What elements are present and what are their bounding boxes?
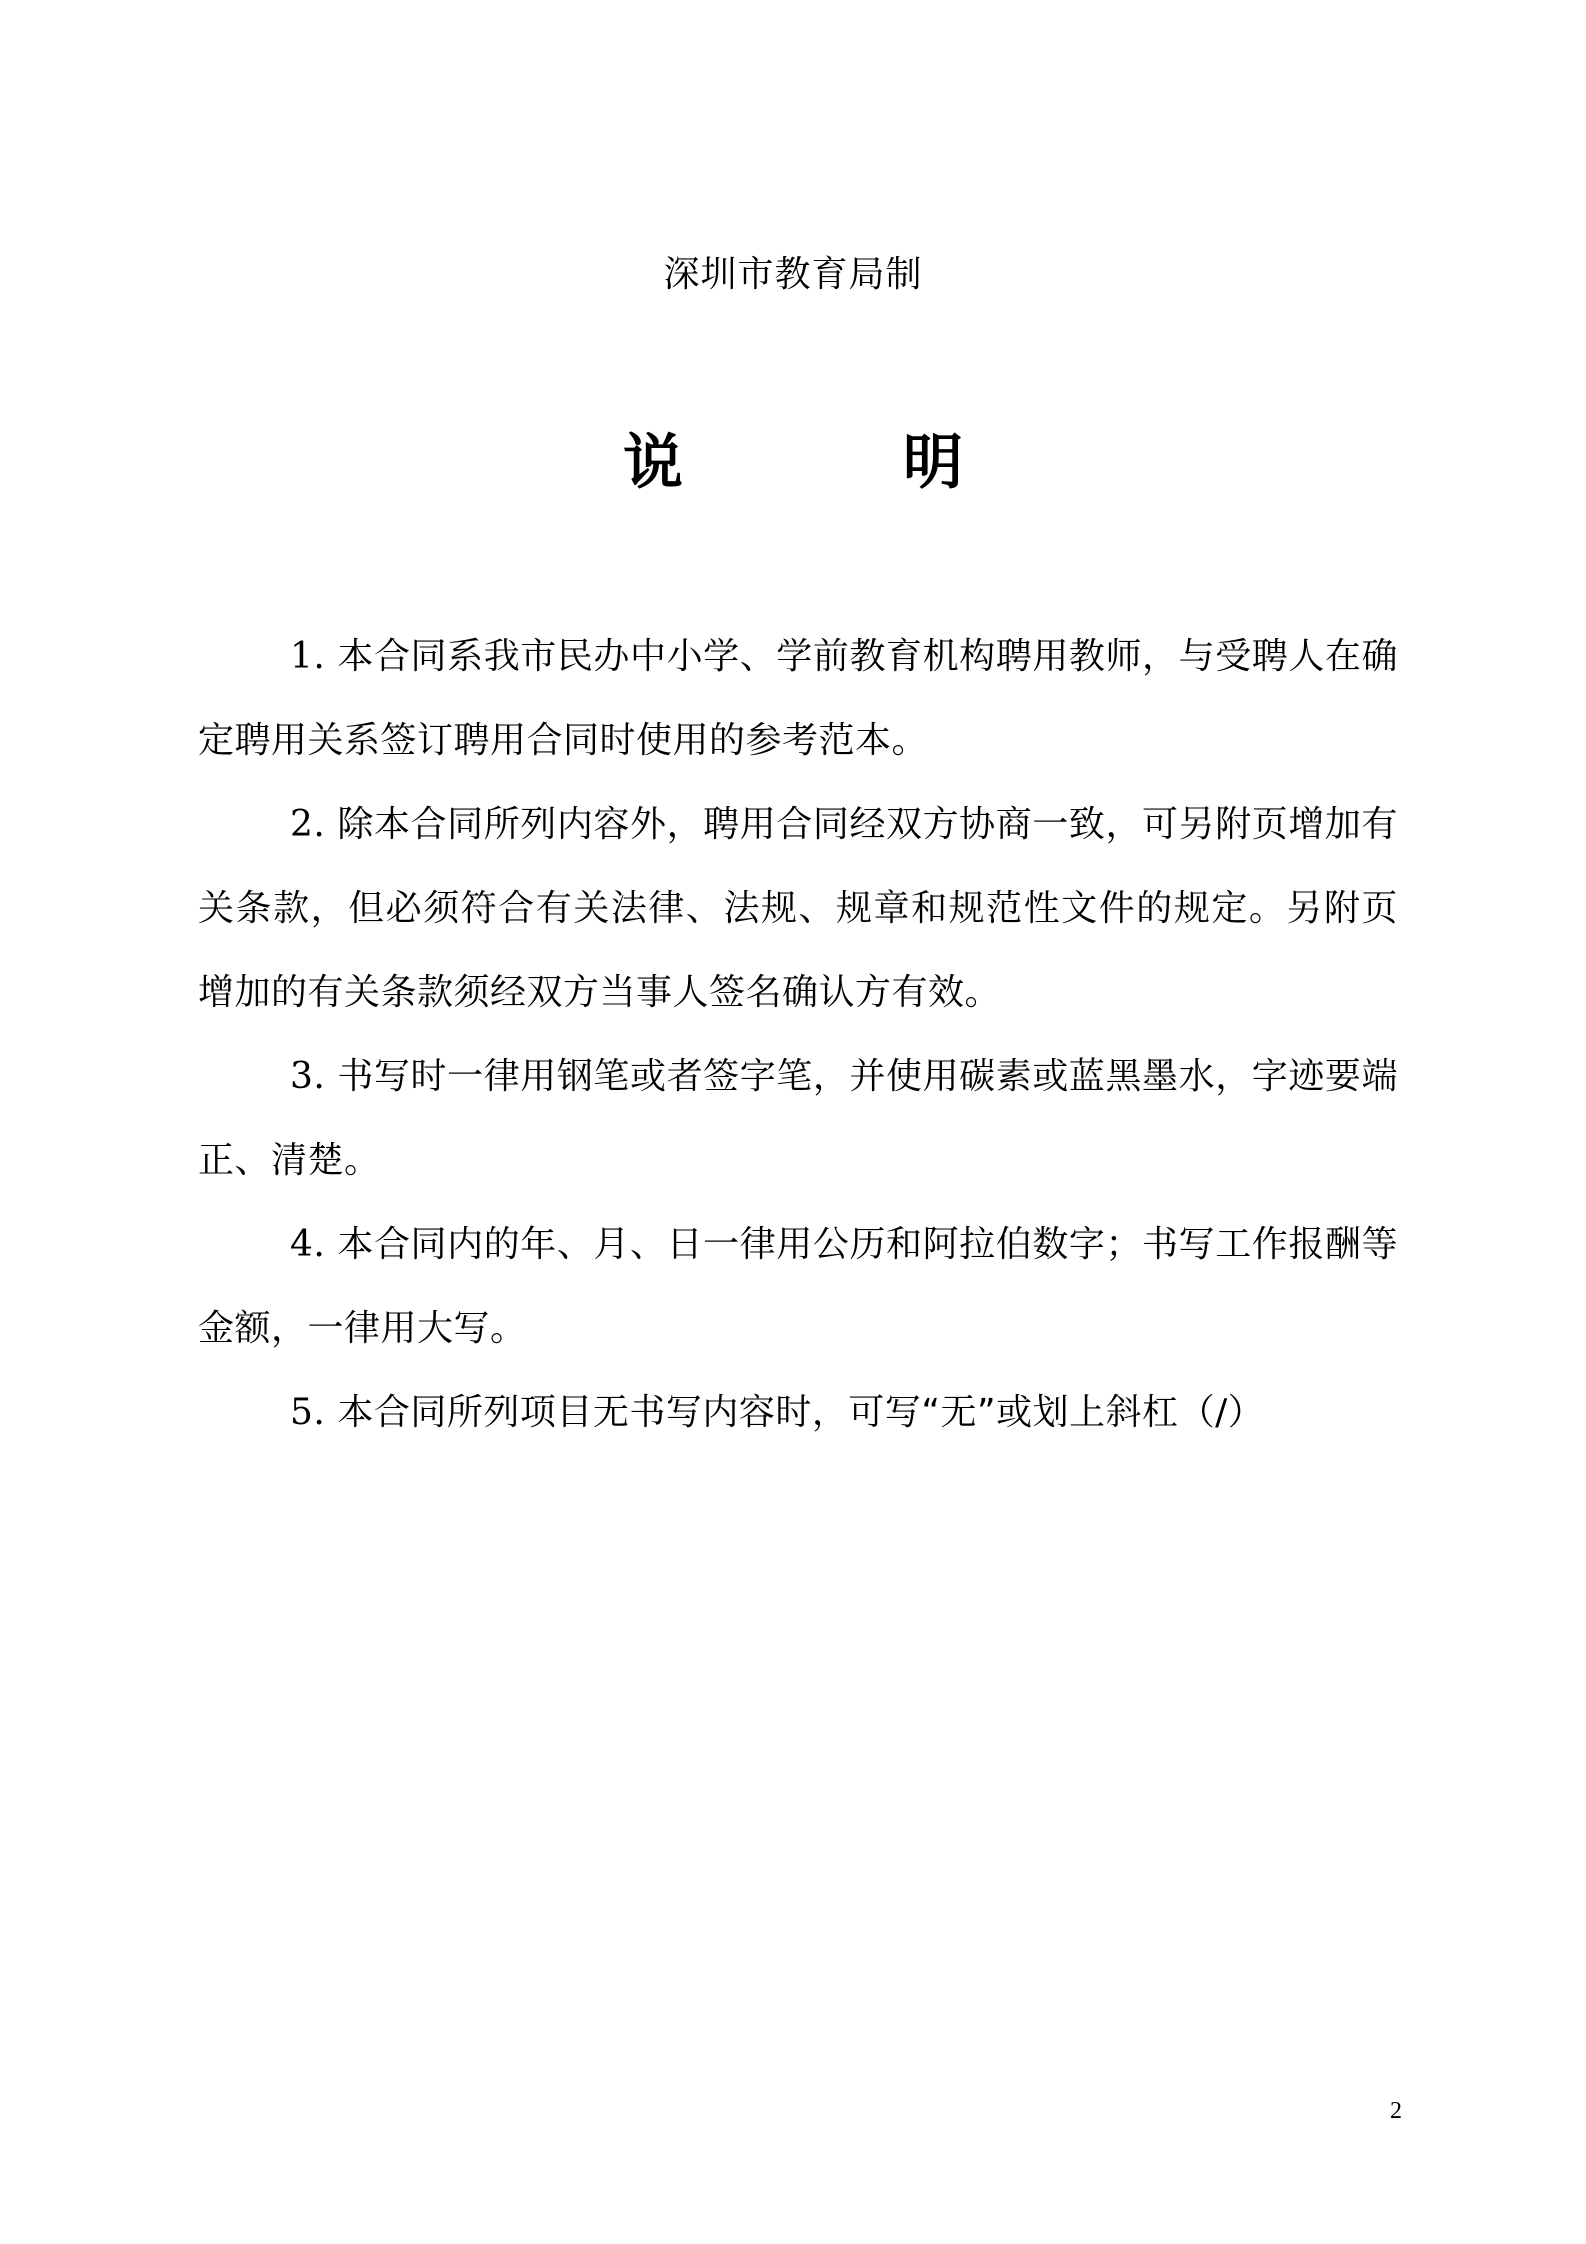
- note-number: 4.: [290, 1224, 326, 1265]
- note-number: 3.: [290, 1056, 326, 1097]
- note-number: 5.: [290, 1392, 326, 1433]
- note-item: [198, 1203, 1398, 1371]
- note-text: 本合同内的年、月、日一律用公历和阿拉伯数字；书写工作报酬等金额，一律用大写。: [198, 1224, 1398, 1349]
- note-text: 书写时一律用钢笔或者签字笔，并使用碳素或蓝黑墨水，字迹要端正、清楚。: [198, 1056, 1398, 1181]
- note-number: 2.: [290, 804, 326, 845]
- note-text: 除本合同所列内容外，聘用合同经双方协商一致，可另附页增加有关条款，但必须符合有关法律、法规、规章和规范性文件的规定。另附页增加的有关条款须经双方当事人签名确认方有效。: [198, 804, 1398, 1013]
- page-heading: 说 明: [623, 428, 1043, 498]
- note-text: 本合同所列项目无书写内容时，可写“无”或划上斜杠（/）: [337, 1392, 1265, 1433]
- notes-list: [198, 615, 1398, 1455]
- note-number: 1.: [290, 636, 326, 677]
- note-item: [198, 1035, 1398, 1203]
- note-item: [198, 1371, 1398, 1455]
- issuer-line: 深圳市教育局制: [663, 254, 923, 295]
- note-item: [198, 615, 1398, 783]
- note-item: [198, 783, 1398, 1035]
- note-text: 本合同系我市民办中小学、学前教育机构聘用教师，与受聘人在确定聘用关系签订聘用合同时使用的参考范本。: [198, 636, 1398, 761]
- page-number: 2: [1390, 2098, 1402, 2124]
